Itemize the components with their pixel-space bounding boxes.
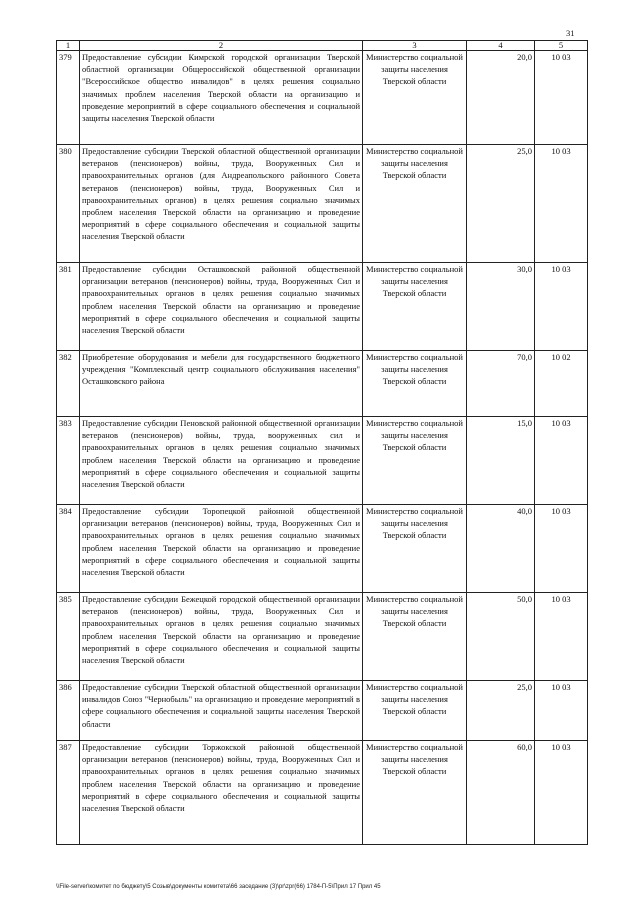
row-description: Предоставление субсидии Тверской областной общественной организации ветеранов (пенсионеров) войны, труда, Вооруженных Сил и правоохранительных органов (для Андреапольского районного Совета ветеранов (пенсионеров) войны, труда, Вооруженных Сил и правоохранительных органов) в целях решения социально значимых проблем населения Тверской области на организацию и проведение мероприятий в сфере социального обеспечения и социальной защиты населения Тверской области [80,145,363,263]
table-row [57,593,588,681]
row-description: Предоставление субсидии Торжокской районной общественной организации ветеранов (пенсионеров) войны, труда, Вооруженных Сил и правоохранительных органов в целях решения социально значимых проблем населения Тверской области на организацию и проведение мероприятий в сфере социального обеспечения и социальной защиты населения Тверской области [80,741,363,845]
row-amount: 15,0 [467,417,535,505]
row-number: 386 [57,681,80,741]
table-header-row [57,41,588,51]
row-code: 10 03 [535,741,588,845]
row-ministry: Министерство социальной защиты населения Тверской области [363,741,467,845]
row-amount: 40,0 [467,505,535,593]
row-ministry: Министерство социальной защиты населения Тверской области [363,505,467,593]
column-header: 4 [467,41,535,51]
row-number: 387 [57,741,80,845]
table-row [57,681,588,741]
row-amount: 20,0 [467,51,535,145]
column-header: 5 [535,41,588,51]
row-amount: 70,0 [467,351,535,417]
row-amount: 50,0 [467,593,535,681]
table-row [57,417,588,505]
row-number: 382 [57,351,80,417]
column-header: 2 [80,41,363,51]
row-code: 10 03 [535,263,588,351]
row-code: 10 03 [535,593,588,681]
row-number: 380 [57,145,80,263]
row-number: 379 [57,51,80,145]
table-row [57,741,588,845]
row-amount: 25,0 [467,681,535,741]
row-ministry: Министерство социальной защиты населения Тверской области [363,51,467,145]
row-code: 10 03 [535,145,588,263]
table-row [57,351,588,417]
row-description: Предоставление субсидии Тверской областной общественной организации инвалидов Союз "Чернобыль" на организацию и проведение мероприятий в сфере социального обеспечения и социальной защиты населения Тверской области [80,681,363,741]
page-number: 31 [566,28,575,38]
row-amount: 25,0 [467,145,535,263]
column-header: 1 [57,41,80,51]
row-code: 10 03 [535,51,588,145]
row-description: Предоставление субсидии Осташковской районной общественной организации ветеранов (пенсионеров) войны, труда, Вооруженных Сил и правоохранительных органов в целях решения социально значимых проблем населения Тверской области на организацию и проведение мероприятий в сфере социального обеспечения и социальной защиты населения Тверской области [80,263,363,351]
row-amount: 60,0 [467,741,535,845]
row-number: 383 [57,417,80,505]
row-description: Предоставление субсидии Торопецкой районной общественной организации ветеранов (пенсионеров) войны, труда, Вооруженных Сил и правоохранительных органов в целях решения социально значимых проблем населения Тверской области на организацию и проведение мероприятий в сфере социального обеспечения и социальной защиты населения Тверской области [80,505,363,593]
row-code: 10 03 [535,417,588,505]
table-body [57,51,588,845]
subsidies-table [56,40,588,845]
row-number: 384 [57,505,80,593]
row-description: Приобретение оборудования и мебели для государственного бюджетного учреждения "Комплексный центр социального обслуживания населения" Осташковского района [80,351,363,417]
table-row [57,51,588,145]
row-ministry: Министерство социальной защиты населения Тверской области [363,417,467,505]
row-ministry: Министерство социальной защиты населения Тверской области [363,681,467,741]
row-code: 10 03 [535,505,588,593]
row-number: 381 [57,263,80,351]
row-description: Предоставление субсидии Кимрской городской организации Тверской областной организации Общероссийской общественной организации "Всероссийское общество инвалидов" в целях решения социально значимых проблем населения Тверской области на организацию и проведение мероприятий в сфере социального обеспечения и социальной защиты населения Тверской области [80,51,363,145]
row-ministry: Министерство социальной защиты населения Тверской области [363,351,467,417]
row-code: 10 03 [535,681,588,741]
file-path-footer: \\File-server\комитет по бюджету\5 Созыв\документы комитета\66 заседание (3)\pr\zpr(66) 1784-П-5\Прил 17 Прил 45 [56,884,381,890]
row-number: 385 [57,593,80,681]
column-header: 3 [363,41,467,51]
row-description: Предоставление субсидии Пеновской районной общественной организации ветеранов (пенсионеров) войны, труда, вооруженных сил и правоохранительных органов в целях решения социально значимых проблем населения Тверской области на организацию и проведение мероприятий в сфере социального обеспечения и социальной защиты населения Тверской области [80,417,363,505]
row-amount: 30,0 [467,263,535,351]
table-row [57,505,588,593]
row-ministry: Министерство социальной защиты населения Тверской области [363,263,467,351]
row-ministry: Министерство социальной защиты населения Тверской области [363,145,467,263]
table-row [57,263,588,351]
row-code: 10 02 [535,351,588,417]
table-row [57,145,588,263]
row-ministry: Министерство социальной защиты населения Тверской области [363,593,467,681]
row-description: Предоставление субсидии Бежецкой городской общественной организации ветеранов (пенсионеров) войны, труда, Вооруженных Сил и правоохранительных органов в целях решения социально значимых проблем населения Тверской области на организацию и проведение мероприятий в сфере социального обеспечения и социальной защиты населения Тверской области [80,593,363,681]
